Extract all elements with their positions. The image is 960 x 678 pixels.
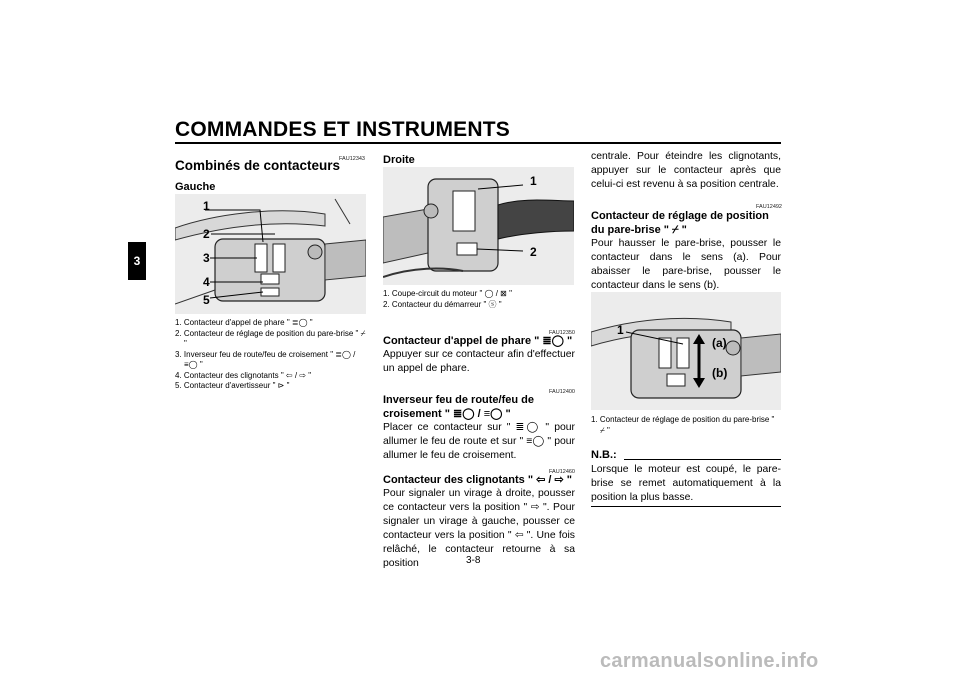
caption-item: 3. Inverseur feu de route/feu de croisement " ≣◯ / ≡◯ " — [175, 349, 356, 369]
subheading-right: Droite — [383, 154, 415, 166]
windshield-figure-caption — [591, 415, 781, 436]
right-switch-illustration — [383, 167, 574, 285]
callout-1: 1 — [530, 174, 537, 188]
nb-rule-top — [624, 459, 781, 460]
callout-b: (b) — [712, 366, 728, 380]
callout-2: 2 — [203, 227, 210, 241]
right-switch-figure — [383, 167, 574, 285]
callout-5: 5 — [203, 293, 210, 307]
ref-code: FAU12492 — [756, 204, 782, 210]
left-figure-captions — [175, 318, 367, 392]
caption-item: 1. Contacteur d'appel de phare " ≣◯ " — [175, 318, 313, 327]
callout-a: (a) — [712, 336, 727, 350]
section-title: Contacteur de réglage de position du pare-brise " ⌿ " — [591, 210, 769, 236]
title-rule — [175, 142, 781, 144]
section-title: Inverseur feu de route/feu de croisement " ≣◯ / ≡◯ " — [383, 394, 534, 420]
caption-item: 1. Coupe-circuit du moteur " ◯ / ⊠ " — [383, 289, 512, 298]
section-title: Contacteur d'appel de phare " ≣◯ " — [383, 335, 573, 347]
nb-heading: N.B.: — [591, 449, 617, 461]
right-figure-captions — [383, 289, 575, 310]
callout-2: 2 — [530, 245, 537, 259]
watermark: carmanualsonline.info — [600, 650, 819, 672]
subheading-left: Gauche — [175, 181, 216, 193]
caption-item: 4. Contacteur des clignotants " ⇦ / ⇨ " — [175, 370, 312, 380]
callout-1: 1 — [617, 323, 624, 337]
section-text: Placer ce contacteur sur " ≣◯ " pour allumer le feu de route et sur " ≡◯ " pour allumer le feu de croisement. — [383, 422, 575, 461]
ref-code: FAU12460 — [549, 469, 575, 475]
section-title: Contacteur des clignotants " ⇦ / ⇨ " — [383, 474, 572, 486]
windshield-switch-illustration — [591, 292, 781, 410]
section-heading: Combinés de contacteurs — [175, 158, 341, 173]
ref-code: FAU12343 — [339, 156, 365, 162]
continued-text: centrale. Pour éteindre les clignotants, appuyer sur le contacteur après que celui-ci est revenu à sa position centrale. — [591, 151, 781, 190]
ref-code: FAU12350 — [549, 330, 575, 336]
windshield-switch-figure — [591, 292, 781, 410]
callout-1: 1 — [203, 199, 210, 213]
callout-3: 3 — [203, 251, 210, 265]
page-number: 3-8 — [466, 555, 481, 566]
section-text: Pour hausser le pare-brise, pousser le contacteur dans le sens (a). Pour abaisser le pare-brise, pousser le contacteur dans le sens (b). — [591, 238, 781, 291]
caption-item: 5. Contacteur d'avertisseur " ⊳ " — [175, 381, 290, 390]
section-text: Pour signaler un virage à droite, pousser ce contacteur vers la position " ⇨ ". Pour signaler un virage à gauche, pousser ce contacteur vers la position " ⇦ ". Une fois relâché, le contacteur retourne à sa position — [383, 488, 575, 569]
page-title: COMMANDES ET INSTRUMENTS — [175, 118, 510, 141]
section-text: Appuyer sur ce contacteur afin d'effectuer un appel de phare. — [383, 349, 575, 374]
chapter-tab: 3 — [128, 242, 146, 280]
caption-item: 2. Contacteur du démarreur " ⓢ " — [383, 299, 502, 309]
nb-text: Lorsque le moteur est coupé, le pare-brise se remet automatiquement à la position la plus basse. — [591, 464, 781, 503]
ref-code: FAU12400 — [549, 389, 575, 395]
callout-4: 4 — [203, 275, 210, 289]
nb-rule-bottom — [591, 506, 781, 507]
caption-item: 2. Contacteur de réglage de position du pare-brise " ⌿ " — [175, 328, 366, 348]
caption-item: 1. Contacteur de réglage de position du pare-brise " ⌿ " — [591, 415, 775, 435]
